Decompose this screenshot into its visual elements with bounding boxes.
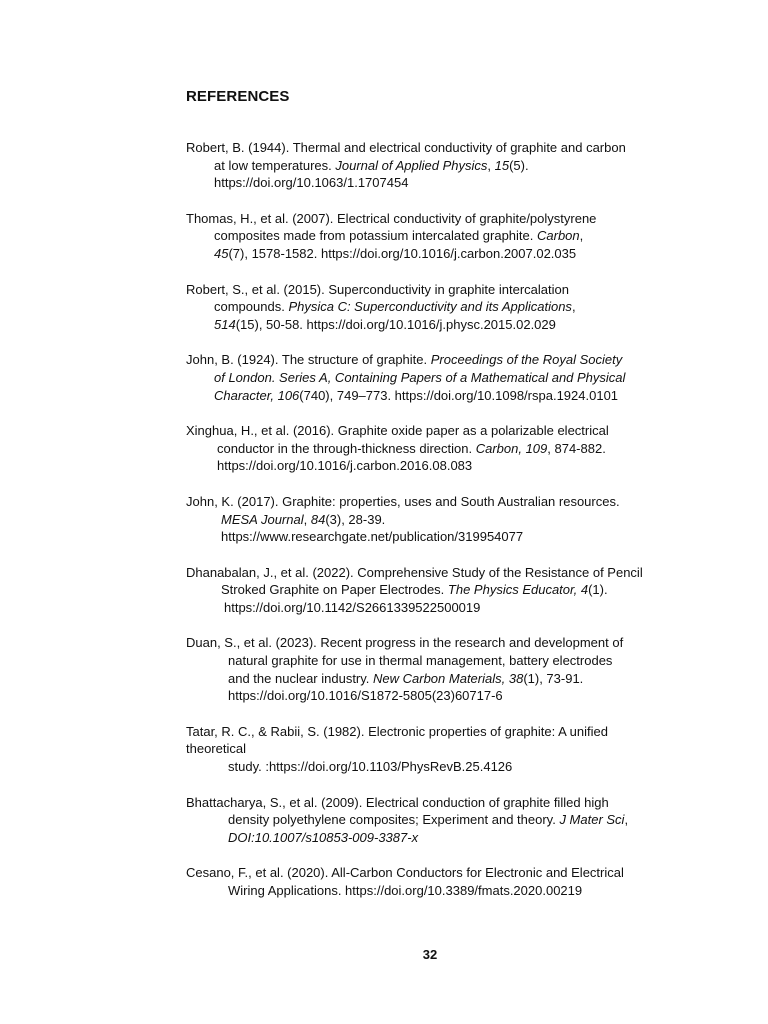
reference-line: Wiring Applications. https://doi.org/10.3389/fmats.2020.00219 [228, 883, 583, 898]
reference-line: of London. Series A, Containing Papers of a Mathematical and Physical [214, 369, 626, 385]
reference-line: at low temperatures. Journal of Applied Physics, 15(5). [214, 157, 529, 173]
reference-entry [186, 564, 686, 617]
reference-line: and the nuclear industry. New Carbon Materials, 38(1), 73-91. [228, 670, 584, 686]
reference-doi: https://doi.org/10.1063/1.1707454 [214, 175, 409, 191]
reference-line: 514(15), 50-58. https://doi.org/10.1016/j.physc.2015.02.029 [214, 316, 556, 332]
reference-doi: https://www.researchgate.net/publication/319954077 [221, 529, 524, 545]
reference-line: Dhanabalan, J., et al. (2022). Comprehensive Study of the Resistance of Pencil [186, 564, 643, 580]
reference-entry [186, 139, 686, 192]
reference-line: Duan, S., et al. (2023). Recent progress in the research and development of [186, 635, 624, 651]
reference-line: natural graphite for use in thermal management, battery electrodes [228, 653, 613, 669]
page-number: 32 [422, 947, 438, 962]
reference-entry [186, 723, 686, 776]
reference-line: Character, 106(740), 749–773. https://doi.org/10.1098/rspa.1924.0101 [214, 387, 619, 403]
reference-doi: https://doi.org/10.1142/S2661339522500019 [224, 599, 481, 615]
reference-line: Bhattacharya, S., et al. (2009). Electrical conduction of graphite filled high [186, 794, 609, 810]
reference-line: Stroked Graphite on Paper Electrodes. The Physics Educator, 4(1). [221, 582, 608, 598]
reference-line: MESA Journal, 84(3), 28-39. [221, 511, 386, 527]
reference-line: composites made from potassium intercalated graphite. Carbon, [214, 228, 584, 244]
reference-line: Cesano, F., et al. (2020). All-Carbon Conductors for Electronic and Electrical [186, 865, 624, 881]
reference-line: compounds. Physica C: Superconductivity and its Applications, [214, 299, 576, 315]
reference-line: 45(7), 1578-1582. https://doi.org/10.1016/j.carbon.2007.02.035 [214, 245, 577, 261]
reference-line: Thomas, H., et al. (2007). Electrical conductivity of graphite/polystyrene [186, 210, 597, 226]
reference-doi: study. :https://doi.org/10.1103/PhysRevB.25.4126 [228, 759, 513, 775]
reference-entry [186, 493, 686, 546]
reference-line: Tatar, R. C., & Rabii, S. (1982). Electronic properties of graphite: A unified [186, 723, 608, 739]
reference-entry [186, 422, 686, 475]
reference-line: density polyethylene composites; Experiment and theory. J Mater Sci, [228, 812, 629, 828]
reference-line: Xinghua, H., et al. (2016). Graphite oxide paper as a polarizable electrical [186, 423, 609, 439]
page-heading: REFERENCES [186, 88, 290, 105]
reference-entry [186, 794, 686, 847]
reference-doi: https://doi.org/10.1016/j.carbon.2016.08.083 [217, 458, 473, 474]
reference-line: John, B. (1924). The structure of graphite. Proceedings of the Royal Society [186, 352, 623, 368]
reference-list [186, 139, 686, 918]
reference-entry [186, 281, 686, 334]
reference-entry [186, 634, 686, 704]
reference-line: Robert, B. (1944). Thermal and electrical conductivity of graphite and carbon [186, 140, 626, 155]
reference-line: conductor in the through-thickness direction. Carbon, 109, 874-882. [217, 440, 606, 456]
reference-entry [186, 351, 686, 404]
reference-entry [186, 864, 686, 899]
reference-doi: DOI:10.1007/s10853-009-3387-x [228, 829, 419, 845]
reference-line: John, K. (2017). Graphite: properties, uses and South Australian resources. [186, 493, 620, 509]
reference-entry [186, 210, 686, 263]
reference-line: theoretical [186, 741, 246, 757]
reference-line: Robert, S., et al. (2015). Superconductivity in graphite intercalation [186, 281, 569, 297]
reference-doi: https://doi.org/10.1016/S1872-5805(23)60717-6 [228, 688, 503, 704]
